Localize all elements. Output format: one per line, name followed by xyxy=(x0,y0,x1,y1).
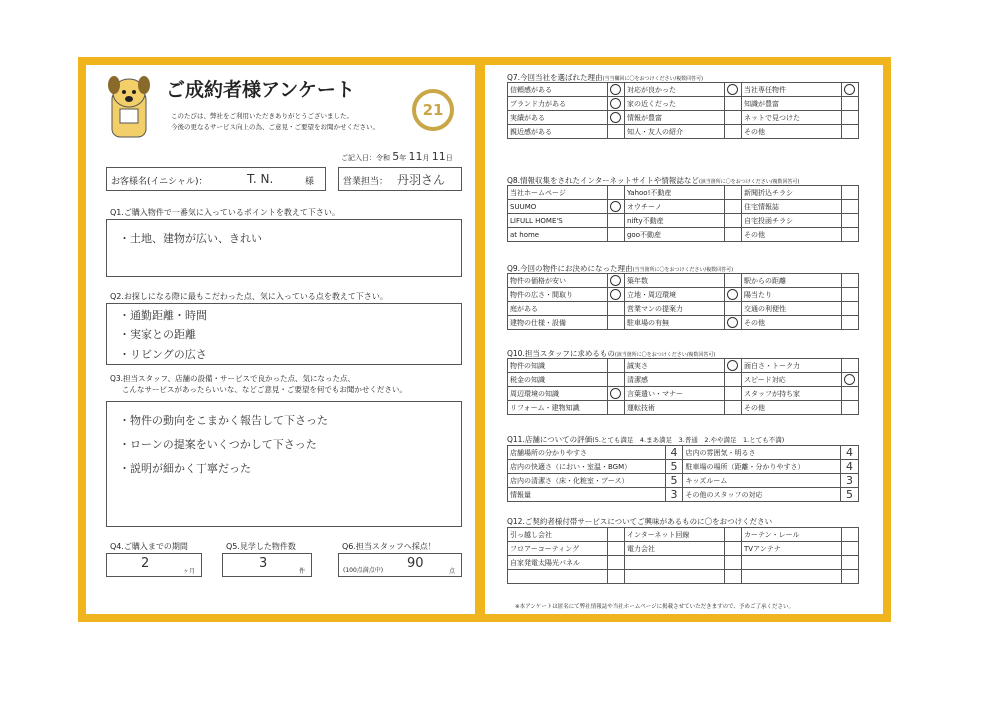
q12-option-checkbox[interactable] xyxy=(607,570,624,584)
q10-option-checkbox[interactable] xyxy=(724,401,741,415)
intro-line-2: 今後の更なるサービス向上の為、ご意見・ご要望をお聞かせください。 xyxy=(171,123,379,131)
q9-option-checkbox[interactable] xyxy=(724,274,741,288)
q7-option-checkbox[interactable] xyxy=(841,125,858,139)
q7-option-label: ネットで見つけた xyxy=(741,111,841,125)
q10-note: (該当箇所に〇をおつけください/複数回答可) xyxy=(614,352,716,358)
q8-option-label: LIFULL HOME'S xyxy=(508,214,608,228)
q7-option-checkbox[interactable] xyxy=(607,111,624,125)
q11-score[interactable]: 3 xyxy=(665,488,683,502)
q12-option-label: TVアンテナ xyxy=(741,542,841,556)
q10-option-label: 清潔感 xyxy=(624,373,724,387)
q12-option-label: カーテン・レール xyxy=(741,528,841,542)
q10-option-label: リフォーム・建物知識 xyxy=(508,401,608,415)
q7-option-checkbox[interactable] xyxy=(607,97,624,111)
q2-question: Q2.お探しになる際に最もこだわった点、気に入っている点を教えて下さい。 xyxy=(110,292,388,301)
q10-row xyxy=(508,401,859,415)
customer-suffix: 様 xyxy=(305,177,315,187)
q7-option-checkbox[interactable] xyxy=(607,125,624,139)
q8-option-checkbox[interactable] xyxy=(841,214,858,228)
q12-option-label: インターネット回線 xyxy=(624,528,724,542)
q12-table xyxy=(507,527,859,584)
q7-row xyxy=(508,125,859,139)
q12-option-label: 電力会社 xyxy=(624,542,724,556)
q9-option-checkbox[interactable] xyxy=(724,316,741,330)
q7-option-label: 当社専任物件 xyxy=(741,83,841,97)
q11-score[interactable]: 5 xyxy=(841,488,859,502)
q5-box xyxy=(222,553,312,577)
q9-option-checkbox[interactable] xyxy=(841,302,858,316)
q1-answer-box xyxy=(106,219,462,277)
circle-mark-icon xyxy=(610,275,621,286)
q8-question: Q8.情報収集をされたインターネットサイトや情報誌など xyxy=(507,176,699,185)
q12-option-checkbox[interactable] xyxy=(724,542,741,556)
q12-option-label xyxy=(741,556,841,570)
q7-option-checkbox[interactable] xyxy=(841,97,858,111)
intro-line-1: このたびは、弊社をご利用いただきありがとうございました。 xyxy=(171,112,353,120)
q9-option-label: 駐車場の有無 xyxy=(624,316,724,330)
q9-option-label: 庭がある xyxy=(508,302,608,316)
q7-option-checkbox[interactable] xyxy=(607,83,624,97)
q6-question: Q6.担当スタッフへ採点！ xyxy=(342,542,436,551)
q10-option-checkbox[interactable] xyxy=(607,359,624,373)
q11-item-label: 店内の快適さ（におい・室温・BGM） xyxy=(508,460,666,474)
q10-table xyxy=(507,358,859,415)
q10-option-label: スタッフが持ち家 xyxy=(741,387,841,401)
q9-option-checkbox[interactable] xyxy=(841,274,858,288)
q7-option-label: 情報が豊富 xyxy=(624,111,724,125)
q9-row xyxy=(508,274,859,288)
circle-mark-icon xyxy=(610,289,621,300)
q10-option-label: 誠実さ xyxy=(624,359,724,373)
q12-option-label xyxy=(508,570,608,584)
q11-score[interactable]: 5 xyxy=(665,474,683,488)
q9-option-label: その他 xyxy=(741,316,841,330)
q12-option-label: 自家発電太陽光パネル xyxy=(508,556,608,570)
q6-unit: 点 xyxy=(449,568,456,575)
q8-table xyxy=(507,185,859,242)
q8-option-label: オウチーノ xyxy=(624,200,724,214)
q9-option-label: 築年数 xyxy=(624,274,724,288)
q10-option-checkbox[interactable] xyxy=(724,359,741,373)
q10-option-checkbox[interactable] xyxy=(607,373,624,387)
date-year: 5 xyxy=(392,150,400,163)
q12-option-checkbox[interactable] xyxy=(841,528,858,542)
circle-mark-icon xyxy=(610,388,621,399)
q12-option-checkbox[interactable] xyxy=(841,542,858,556)
q10-option-label: 面白さ・トーク力 xyxy=(741,359,841,373)
q8-row xyxy=(508,186,859,200)
q7-option-label: 実績がある xyxy=(508,111,608,125)
q9-option-label: 交通の利便性 xyxy=(741,302,841,316)
q9-row xyxy=(508,288,859,302)
q3-question-line-1: Q3.担当スタッフ、店舗の設備・サービスで良かった点、気になった点、 xyxy=(110,374,355,383)
q9-note: (当当箇所に〇をおつけください/複数回答可) xyxy=(632,267,734,273)
q11-scale: (5.とても満足 4.まあ満足 3.普通 2.やや満足 1.とても不満) xyxy=(592,436,785,444)
circle-mark-icon xyxy=(844,374,855,385)
date-label: ご記入日：令和 xyxy=(341,154,390,162)
q9-option-checkbox[interactable] xyxy=(724,288,741,302)
q11-score[interactable]: 5 xyxy=(665,460,683,474)
q8-option-label: SUUMO xyxy=(508,200,608,214)
q8-option-checkbox[interactable] xyxy=(724,200,741,214)
q12-option-checkbox[interactable] xyxy=(607,528,624,542)
date-month: 11 xyxy=(408,150,423,163)
q10-option-label: 物件の知識 xyxy=(508,359,608,373)
q2-answer-3: ・リビングの広さ xyxy=(119,348,207,361)
q7-note: (当当欄回に〇をおつけください/複数回答可) xyxy=(602,76,704,82)
q6-note: (100点満点中) xyxy=(343,567,384,574)
q10-option-label: 周辺環境の知識 xyxy=(508,387,608,401)
q8-option-label: 新聞折込チラシ xyxy=(741,186,841,200)
staff-value: 丹羽さん xyxy=(397,173,446,187)
q8-option-label: at home xyxy=(508,228,608,242)
q11-score[interactable]: 3 xyxy=(841,474,859,488)
q8-option-label: goo不動産 xyxy=(624,228,724,242)
q11-row xyxy=(508,460,859,474)
q10-row xyxy=(508,373,859,387)
date-line xyxy=(341,150,453,163)
q5-unit: 件 xyxy=(299,568,306,575)
q12-option-label: フロアーコーティング xyxy=(508,542,608,556)
circle-mark-icon xyxy=(727,360,738,371)
left-panel xyxy=(86,65,475,614)
q8-row xyxy=(508,200,859,214)
q10-option-checkbox[interactable] xyxy=(607,401,624,415)
circle-mark-icon xyxy=(610,112,621,123)
q7-table xyxy=(507,82,859,139)
circle-mark-icon xyxy=(844,84,855,95)
q4-question: Q4.ご購入までの期間 xyxy=(110,542,188,551)
q9-option-checkbox[interactable] xyxy=(607,274,624,288)
q10-option-label: その他 xyxy=(741,401,841,415)
q10-row xyxy=(508,359,859,373)
intro-text xyxy=(171,111,379,133)
q3-question xyxy=(110,373,407,395)
q1-answer: ・土地、建物が広い、きれい xyxy=(119,232,262,245)
customer-name-value: T. N. xyxy=(247,172,274,186)
q12-row xyxy=(508,556,859,570)
q9-row xyxy=(508,316,859,330)
q2-answer-box xyxy=(106,303,462,365)
q4-value: 2 xyxy=(141,556,150,571)
q11-score[interactable]: 4 xyxy=(841,446,859,460)
q10-option-label: スピード対応 xyxy=(741,373,841,387)
q8-option-checkbox[interactable] xyxy=(724,186,741,200)
q8-option-checkbox[interactable] xyxy=(841,186,858,200)
q3-question-line-2: こんなサービスがあったらいいな、などご意見・ご要望を何でもお聞かせください。 xyxy=(122,385,407,394)
q9-option-label: 建物の仕様・設備 xyxy=(508,316,608,330)
q8-option-label: nifty不動産 xyxy=(624,214,724,228)
q9-table xyxy=(507,273,859,330)
date-day: 11 xyxy=(431,150,446,163)
q10-option-checkbox[interactable] xyxy=(841,359,858,373)
survey-sheet xyxy=(78,57,891,622)
q7-row xyxy=(508,97,859,111)
q10-option-checkbox[interactable] xyxy=(841,387,858,401)
q5-question: Q5.見学した物件数 xyxy=(226,542,296,551)
q12-option-checkbox[interactable] xyxy=(841,556,858,570)
q12-option-label: 引っ越し会社 xyxy=(508,528,608,542)
q3-answer-box xyxy=(106,401,462,527)
q7-option-label: 信頼感がある xyxy=(508,83,608,97)
q7-option-checkbox[interactable] xyxy=(724,97,741,111)
q12-option-label xyxy=(624,556,724,570)
date-year-unit: 年 xyxy=(399,154,407,162)
q3-answer-1: ・物件の動向をこまかく報告して下さった xyxy=(119,414,328,427)
staff-label: 営業担当： xyxy=(343,177,389,187)
q11-row xyxy=(508,446,859,460)
customer-name-box xyxy=(106,167,326,191)
q7-option-checkbox[interactable] xyxy=(841,111,858,125)
q9-option-checkbox[interactable] xyxy=(724,302,741,316)
q8-option-checkbox[interactable] xyxy=(607,214,624,228)
survey-title: ご成約者様アンケート xyxy=(166,79,355,101)
date-month-unit: 月 xyxy=(422,154,430,162)
q11-item-label: その他のスタッフの対応 xyxy=(683,488,841,502)
customer-name-label: お客様名(イニシャル)： xyxy=(111,177,208,187)
q4-unit: ヶ月 xyxy=(183,568,196,575)
q8-option-checkbox[interactable] xyxy=(841,200,858,214)
q3-answer-3: ・説明が細かく丁寧だった xyxy=(119,462,251,475)
q11-row xyxy=(508,474,859,488)
q12-question: Q12.ご契約者様付帯サービスについてご興味があるものに〇をおつけください xyxy=(507,517,773,526)
staff-box xyxy=(338,167,462,191)
q10-option-checkbox[interactable] xyxy=(724,373,741,387)
q12-option-label xyxy=(741,570,841,584)
mascot-dog-icon xyxy=(104,73,156,139)
q8-option-label: 当社ホームページ xyxy=(508,186,608,200)
q11-item-label: 店舗場所の分かりやすさ xyxy=(508,446,666,460)
q11-item-label: 情報量 xyxy=(508,488,666,502)
q10-option-label: 税金の知識 xyxy=(508,373,608,387)
q12-option-checkbox[interactable] xyxy=(724,570,741,584)
q12-option-checkbox[interactable] xyxy=(841,570,858,584)
q11-score[interactable]: 4 xyxy=(841,460,859,474)
q9-option-label: 物件の広さ・間取り xyxy=(508,288,608,302)
q12-row xyxy=(508,570,859,584)
q2-answer-1: ・通勤距離・時間 xyxy=(119,309,207,322)
q10-row xyxy=(508,387,859,401)
q9-option-label: 物件の価格が安い xyxy=(508,274,608,288)
q10-option-label: 運転技術 xyxy=(624,401,724,415)
q9-row xyxy=(508,302,859,316)
q7-option-checkbox[interactable] xyxy=(841,83,858,97)
q8-option-checkbox[interactable] xyxy=(607,228,624,242)
q12-option-label xyxy=(624,570,724,584)
q9-question: Q9.今回の物件にお決めになった理由 xyxy=(507,264,633,273)
q10-question: Q10.担当スタッフに求めるもの xyxy=(507,349,615,358)
q8-option-checkbox[interactable] xyxy=(607,186,624,200)
q2-answer-2: ・実家との距離 xyxy=(119,328,196,341)
q3-answer-2: ・ローンの提案をいくつかして下さった xyxy=(119,438,317,451)
q8-option-label: 住宅情報誌 xyxy=(741,200,841,214)
q12-row xyxy=(508,528,859,542)
q4-box xyxy=(106,553,202,577)
q9-option-label: 駅からの距離 xyxy=(741,274,841,288)
right-panel xyxy=(485,65,883,614)
circle-mark-icon xyxy=(727,289,738,300)
century21-logo: 21 xyxy=(412,89,454,131)
q12-option-checkbox[interactable] xyxy=(607,542,624,556)
q10-option-checkbox[interactable] xyxy=(724,387,741,401)
q10-option-checkbox[interactable] xyxy=(607,387,624,401)
q9-option-checkbox[interactable] xyxy=(607,288,624,302)
q7-option-checkbox[interactable] xyxy=(724,125,741,139)
q8-option-label: 自宅投函チラシ xyxy=(741,214,841,228)
date-day-unit: 日 xyxy=(445,154,453,162)
q7-option-label: 知人・友人の紹介 xyxy=(624,125,724,139)
q12-option-checkbox[interactable] xyxy=(724,556,741,570)
q11-item-label: 店内の雰囲気・明るさ xyxy=(683,446,841,460)
q8-row xyxy=(508,228,859,242)
q7-option-label: 知識が豊富 xyxy=(741,97,841,111)
q7-option-label: 家の近くだった xyxy=(624,97,724,111)
circle-mark-icon xyxy=(610,98,621,109)
q8-row xyxy=(508,214,859,228)
q7-option-checkbox[interactable] xyxy=(724,111,741,125)
q8-option-checkbox[interactable] xyxy=(724,228,741,242)
q8-option-label: Yahoo!不動産 xyxy=(624,186,724,200)
q9-option-checkbox[interactable] xyxy=(841,316,858,330)
q9-option-checkbox[interactable] xyxy=(841,288,858,302)
q10-option-checkbox[interactable] xyxy=(841,401,858,415)
q7-option-label: その他 xyxy=(741,125,841,139)
q8-option-label: その他 xyxy=(741,228,841,242)
q6-value: 90 xyxy=(407,556,424,571)
q9-option-label: 立地・周辺環境 xyxy=(624,288,724,302)
footer-note: ※本アンケートは匿名にて弊社情報誌や当社ホームページに掲載させていただきますので、予めご了承ください。 xyxy=(515,604,795,610)
q11-table xyxy=(507,445,859,502)
q11-question: Q11.店舗についての評価 xyxy=(507,435,593,444)
q8-option-checkbox[interactable] xyxy=(724,214,741,228)
q7-option-label: ブランド力がある xyxy=(508,97,608,111)
q7-row xyxy=(508,111,859,125)
q7-option-label: 親近感がある xyxy=(508,125,608,139)
q11-score[interactable]: 4 xyxy=(665,446,683,460)
q11-heading xyxy=(507,434,784,445)
q11-item-label: 駐車場の場所（距離・分かりやすさ） xyxy=(683,460,841,474)
circle-mark-icon xyxy=(610,84,621,95)
q12-row xyxy=(508,542,859,556)
q7-option-label: 対応が良かった xyxy=(624,83,724,97)
circle-mark-icon xyxy=(727,317,738,328)
q8-note: (該当箇所に〇をおつけください/複数回答可) xyxy=(698,179,800,185)
q12-option-checkbox[interactable] xyxy=(607,556,624,570)
q11-row xyxy=(508,488,859,502)
q8-option-checkbox[interactable] xyxy=(841,228,858,242)
q10-option-checkbox[interactable] xyxy=(841,373,858,387)
q9-option-checkbox[interactable] xyxy=(607,316,624,330)
q11-item-label: キッズルーム xyxy=(683,474,841,488)
q6-box xyxy=(338,553,462,577)
q7-option-checkbox[interactable] xyxy=(724,83,741,97)
q11-item-label: 店内の清潔さ（床・化粧室・ブース） xyxy=(508,474,666,488)
q9-option-checkbox[interactable] xyxy=(607,302,624,316)
q10-option-label: 言葉遣い・マナー xyxy=(624,387,724,401)
q8-option-checkbox[interactable] xyxy=(607,200,624,214)
q12-option-checkbox[interactable] xyxy=(724,528,741,542)
q9-option-label: 陽当たり xyxy=(741,288,841,302)
q7-question: Q7.今回当社を選ばれた理由 xyxy=(507,73,603,82)
circle-mark-icon xyxy=(610,201,621,212)
circle-mark-icon xyxy=(727,84,738,95)
q7-row xyxy=(508,83,859,97)
q9-option-label: 営業マンの提案力 xyxy=(624,302,724,316)
q1-question: Q1.ご購入物件で一番気に入っているポイントを教えて下さい。 xyxy=(110,208,340,217)
q5-value: 3 xyxy=(259,556,268,571)
